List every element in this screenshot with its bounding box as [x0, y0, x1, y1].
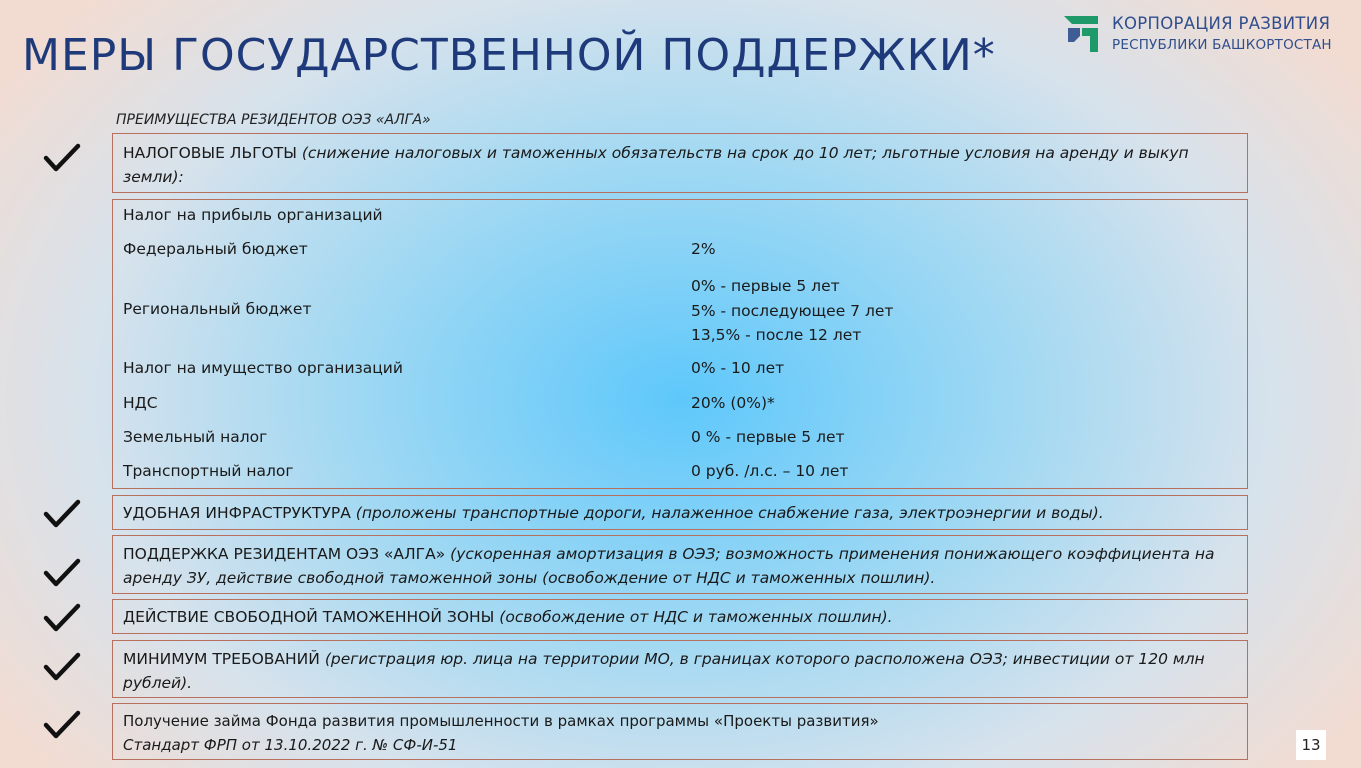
benefit-box-tax	[112, 133, 1248, 193]
row-value: 2%	[691, 240, 716, 258]
benefit-text	[123, 605, 1233, 629]
loan-line: Получение займа Фонда развития промышленности в рамках программы «Проекты развития»	[123, 712, 879, 730]
benefit-text	[123, 542, 1233, 590]
section-subtitle: ПРЕИМУЩЕСТВА РЕЗИДЕНТОВ ОЭЗ «АЛГА»	[116, 112, 431, 128]
benefit-box-customs-zone	[112, 599, 1248, 634]
row-value: 0% - 10 лет	[691, 359, 785, 377]
benefit-heading: УДОБНАЯ ИНФРАСТРУКТУРА	[123, 504, 351, 522]
benefit-note: (снижение налоговых и таможенных обязательств на срок до 10 лет; льготные условия на аренду и выкуп земли):	[123, 144, 1189, 186]
row-value: 0 % - первые 5 лет	[691, 428, 845, 446]
benefit-box-infrastructure	[112, 495, 1248, 530]
benefit-text	[123, 501, 1233, 525]
page-title: МЕРЫ ГОСУДАРСТВЕННОЙ ПОДДЕРЖКИ*	[22, 30, 996, 81]
checkmark-icon	[42, 652, 82, 682]
benefit-heading: ПОДДЕРЖКА РЕЗИДЕНТАМ ОЭЗ «АЛГА»	[123, 545, 446, 563]
logo-mark-icon	[1062, 14, 1100, 54]
benefit-note: (регистрация юр. лица на территории МО, в границах которого расположена ОЭЗ; инвестиции от 120 млн рублей).	[123, 650, 1205, 692]
row-label: Налог на имущество организаций	[123, 359, 403, 377]
checkmark-icon	[42, 143, 82, 173]
row-label: Земельный налог	[123, 428, 268, 446]
benefit-note: (проложены транспортные дороги, налаженное снабжение газа, электроэнергии и воды).	[355, 504, 1104, 522]
row-value: 0% - первые 5 лет 5% - последующее 7 лет 13,5% - после 12 лет	[691, 277, 894, 344]
benefit-text	[123, 141, 1233, 189]
tax-table: Налог на прибыль организаций Федеральный бюджет 2% Региональный бюджет 0% - первые 5 лет 5% - последующее 7 лет 13,5% - после 12 лет Налог на имущество организаций 0% - 10 лет НДС 20% (0%)* Земельный налог 0 % - первые 5 лет Транспортный налог 0 руб. /л.с. – 10 лет	[112, 199, 1248, 489]
benefit-heading: МИНИМУМ ТРЕБОВАНИЙ	[123, 650, 320, 668]
benefit-text	[123, 647, 1233, 695]
benefit-box-minimum-requirements	[112, 640, 1248, 698]
corporation-logo	[1062, 12, 1352, 62]
loan-standard: Стандарт ФРП от 13.10.2022 г. № СФ-И-51	[123, 736, 458, 754]
row-label: Федеральный бюджет	[123, 240, 308, 258]
checkmark-icon	[42, 603, 82, 633]
benefit-heading: ДЕЙСТВИЕ СВОБОДНОЙ ТАМОЖЕННОЙ ЗОНЫ	[123, 608, 495, 626]
benefit-heading: НАЛОГОВЫЕ ЛЬГОТЫ	[123, 144, 297, 162]
benefit-box-frp-loan	[112, 703, 1248, 760]
benefit-box-resident-support	[112, 535, 1248, 594]
row-label: Транспортный налог	[123, 462, 294, 480]
logo-text-line2: РЕСПУБЛИКИ БАШКОРТОСТАН	[1112, 37, 1332, 53]
row-value: 20% (0%)*	[691, 394, 775, 412]
row-label: НДС	[123, 394, 158, 412]
checkmark-icon	[42, 499, 82, 529]
checkmark-icon	[42, 710, 82, 740]
row-label: Региональный бюджет	[123, 300, 312, 318]
benefit-text	[123, 709, 1233, 757]
benefit-note: (освобождение от НДС и таможенных пошлин).	[499, 608, 893, 626]
logo-text-line1: КОРПОРАЦИЯ РАЗВИТИЯ	[1112, 14, 1331, 33]
checkmark-icon	[42, 558, 82, 588]
benefit-note: (ускоренная амортизация в ОЭЗ; возможность применения понижающего коэффициента на аренду ЗУ, действие свободной таможенной зоны (освобождение от НДС и таможенных пошлин).	[123, 545, 1215, 587]
page-number: 13	[1296, 730, 1326, 760]
row-value: 0 руб. /л.с. – 10 лет	[691, 462, 849, 480]
